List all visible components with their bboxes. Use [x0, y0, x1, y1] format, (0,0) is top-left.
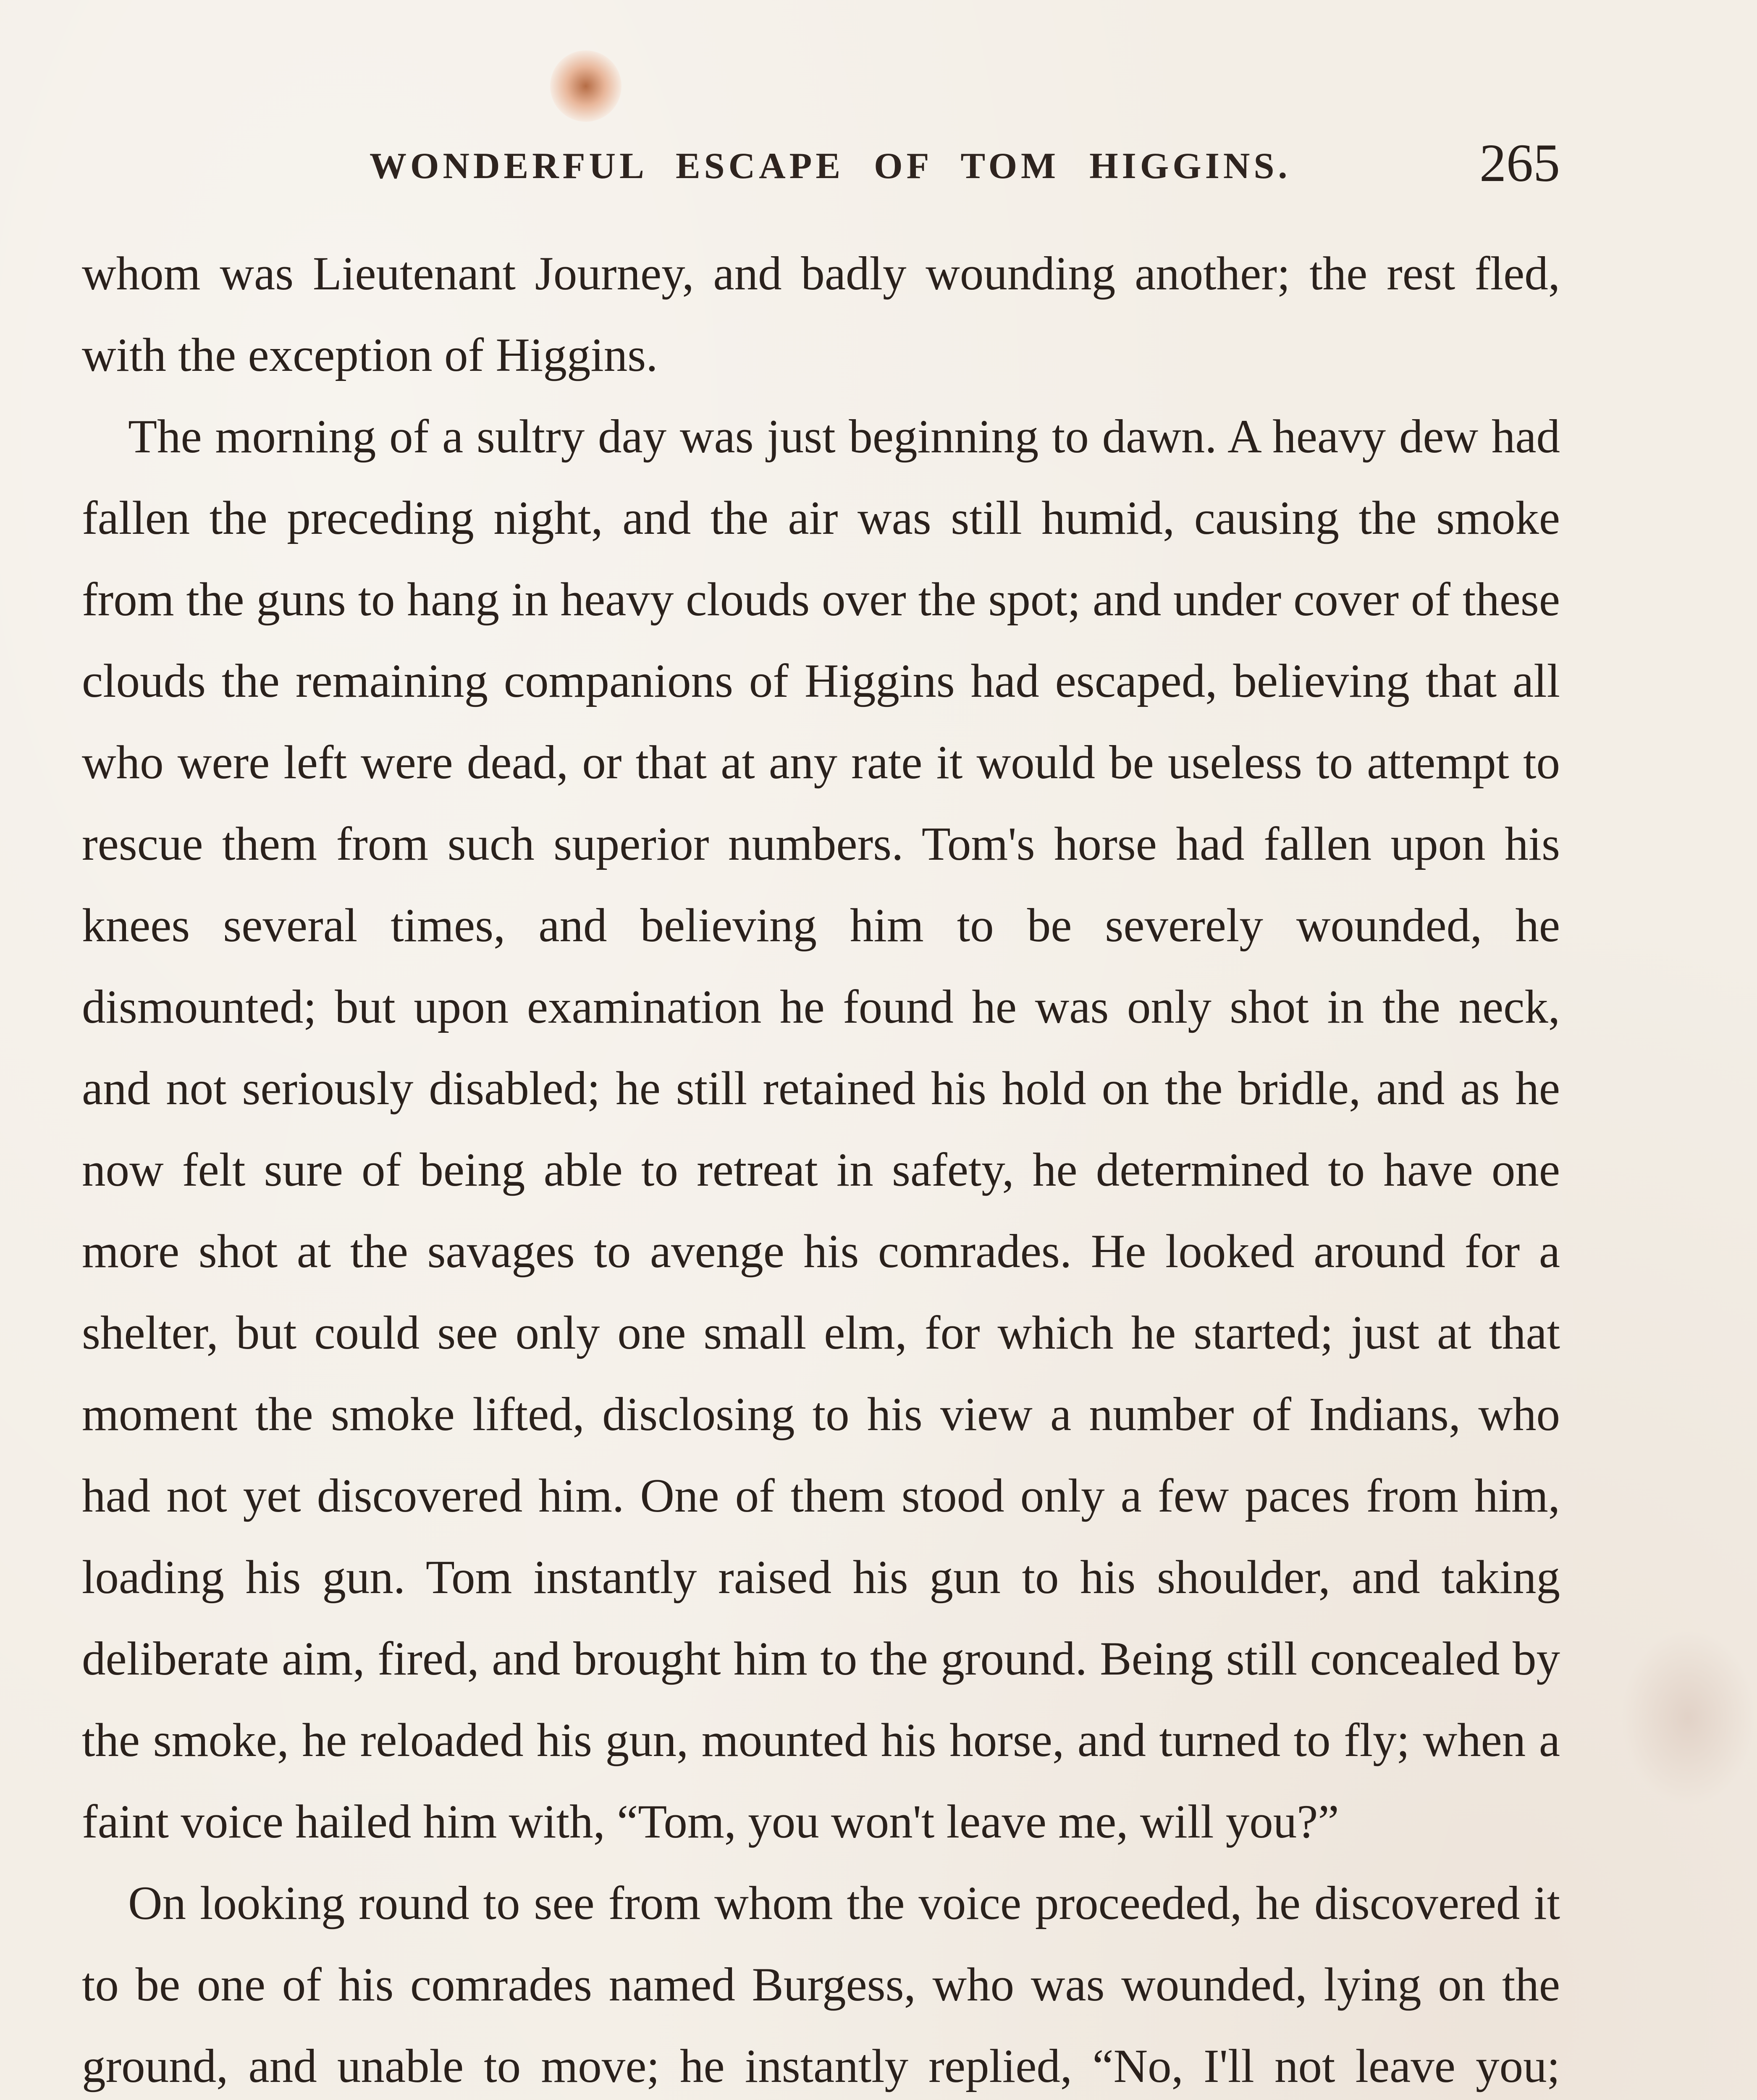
paragraph-2: The morning of a sultry day was just beginning to dawn. A heavy dew had fallen the preceding night, and the air was still humid, causing the smoke from the guns to hang in heavy clouds over the spot; and under cover of these clouds the remaining companions of Higgins had escaped, believing that all who were left were dead, or that at any rate it would be useless to attempt to rescue them from such superior numbers. Tom's horse had fallen upon his knees several times, and believing him to be severely wounded, he dismounted; but upon examination he found he was only shot in the neck, and not seriously disabled; he still retained his hold on the bridle, and as he now felt sure of being able to retreat in safety, he determined to have one more shot at the savages to avenge his comrades. He looked around for a shelter, but could see only one small elm, for which he started; just at that moment the smoke lifted, disclosing to his view a number of Indians, who had not yet discovered him. One of them stood only a few paces from him, loading his gun. Tom instantly raised his gun to his shoulder, and taking deliberate aim, fired, and brought him to the ground. Being still concealed by the smoke, he reloaded his gun, mounted his horse, and turned to fly; when a faint voice hailed him with, “Tom, you won't leave me, will you?”	[82, 410, 1560, 1848]
paper-stain-mark	[1621, 1630, 1755, 1806]
paragraph-3: On looking round to see from whom the voice proceeded, he discovered it to be one of his comrades named Burgess, who was wounded, lying on the ground, and unable to move; he instantly replied, “No, I'll not leave you;	[82, 1877, 1560, 2092]
book-page	[82, 132, 1560, 2100]
ink-stain-mark	[550, 50, 622, 122]
chapter-title: WONDERFUL ESCAPE OF TOM HIGGINS.	[370, 146, 1291, 186]
page-number: 265	[1479, 133, 1560, 193]
running-head	[82, 132, 1560, 200]
paragraph-1: whom was Lieutenant Journey, and badly wounding another; the rest fled, with the exception of Higgins.	[82, 247, 1560, 381]
body-text	[82, 233, 1560, 2100]
